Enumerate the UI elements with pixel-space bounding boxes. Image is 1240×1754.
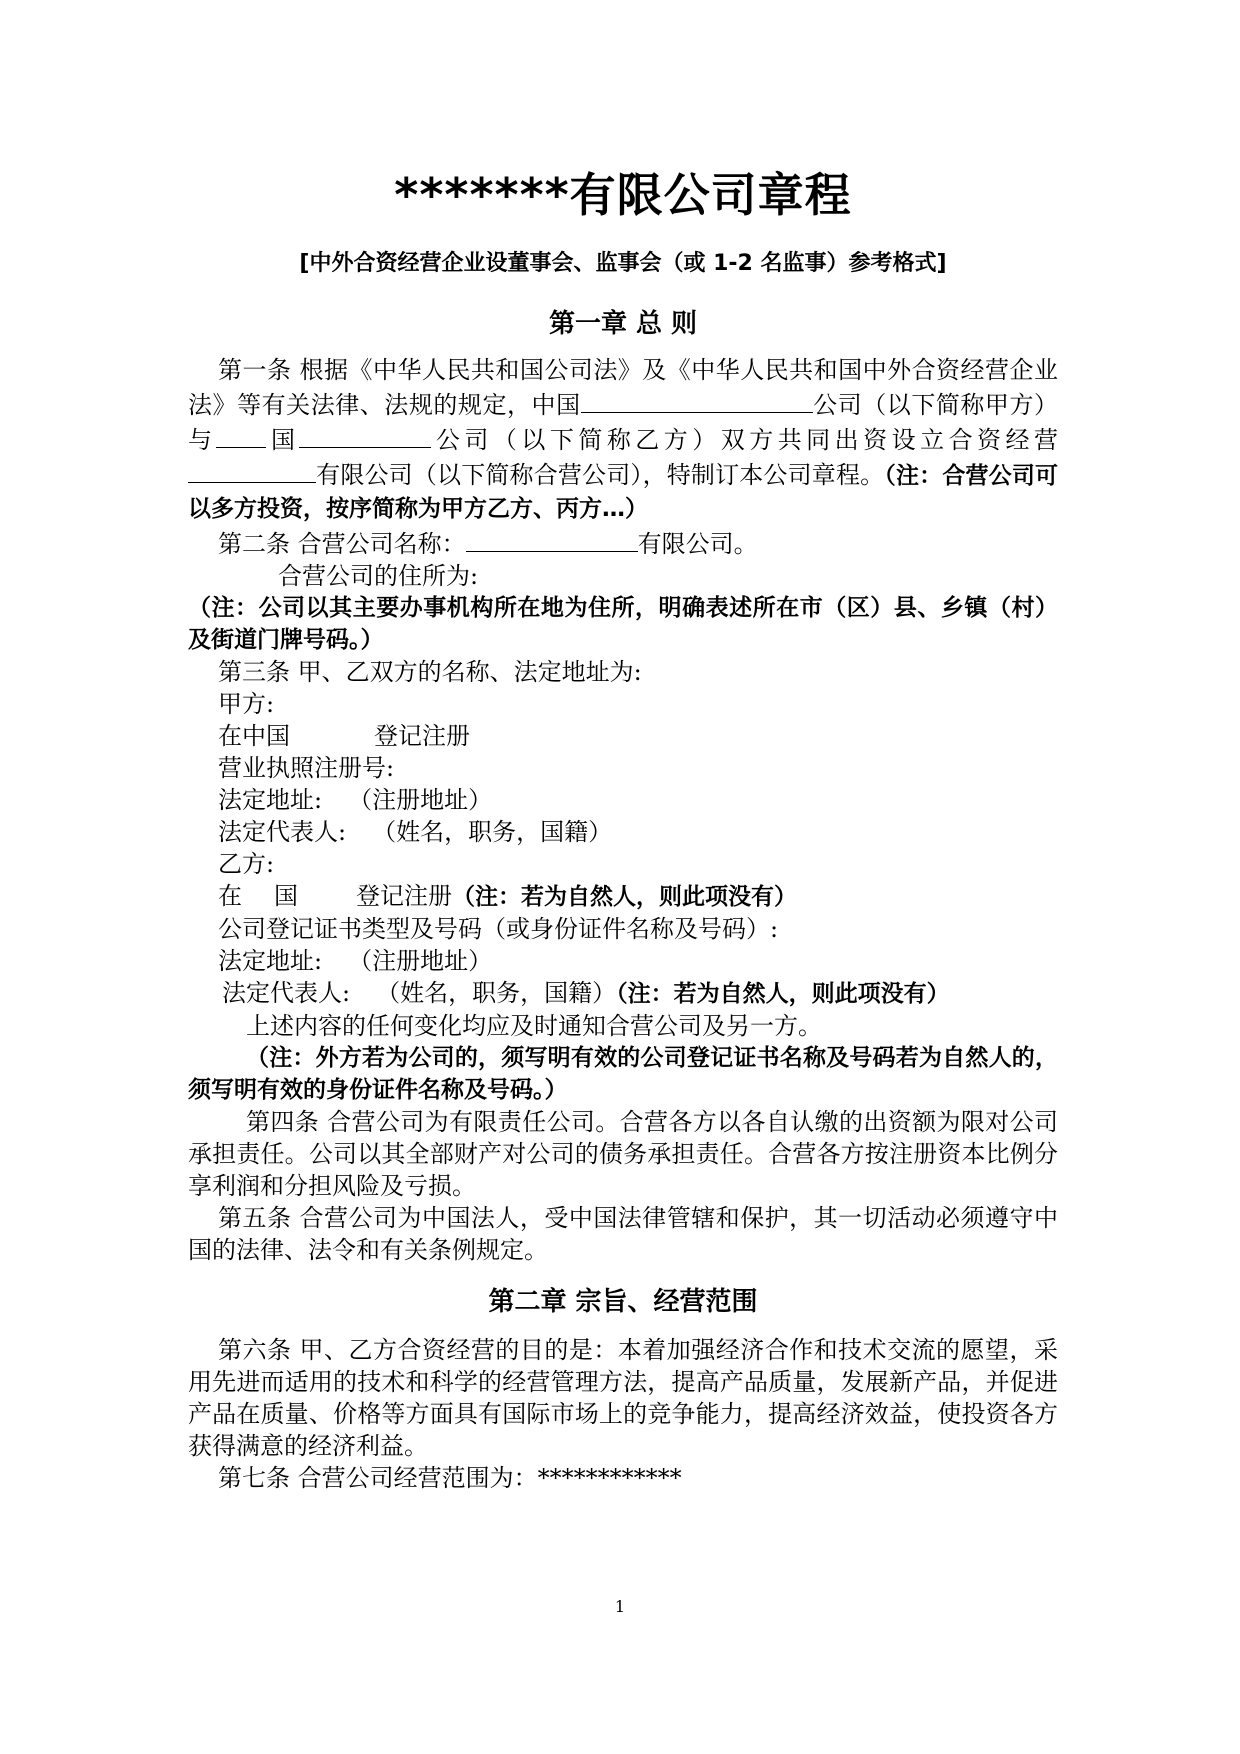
party-a-registration	[188, 720, 1058, 752]
party-a-label: 甲方:	[218, 690, 275, 718]
party-b-address-hint: （注册地址）	[348, 947, 493, 975]
article-1-text-4: 公司（以下简称乙方）双方共同出资设立合资经营	[431, 426, 1059, 454]
article-2-note: （注：公司以其主要办事机构所在地为住所，明确表述所在市（区）县、乡镇（村）及街道门牌号码。）	[188, 595, 1058, 653]
page-number: 1	[614, 1597, 626, 1616]
chapter-2-heading: 第二章 宗旨、经营范围	[488, 1287, 758, 1317]
party-b-representative	[188, 977, 1058, 1010]
party-b-address-label: 法定地址:	[218, 947, 323, 975]
document-body	[188, 160, 1058, 1494]
party-b-certificate: 公司登记证书类型及号码（或身份证件名称及号码）:	[218, 915, 779, 943]
article-2	[188, 525, 1058, 560]
blank-field-jv-name	[188, 456, 316, 483]
party-a-representative-hint: （姓名，职务，国籍）	[372, 818, 613, 846]
article-1-text-2: 公司（以下简称甲方）与	[188, 391, 1059, 454]
article-3-intro: 第三条 甲、乙双方的名称、法定地址为:	[218, 658, 642, 686]
blank-field-company-b	[299, 421, 431, 448]
article-4: 第四条 合营公司为有限责任公司。合营各方以各自认缴的出资额为限对公司承担责任。公司以其全部财产对公司的债务承担责任。合营各方按注册资本比例分享利润和分担风险及亏损。	[188, 1108, 1058, 1200]
party-b-representative-note: （注：若为自然人，则此项没有）	[616, 981, 950, 1007]
article-1-text-1: 第一条 根据《中华人民共和国公司法》及《中华人民共和国中外合资经营企业法》等有关法律、法规的规定，中国	[188, 356, 1058, 419]
article-2-address: 合营公司的住所为:	[278, 562, 479, 590]
party-b-representative-label: 法定代表人:	[222, 979, 351, 1007]
party-a-representative	[188, 816, 1058, 848]
article-3-note: （注：外方若为公司的，须写明有效的公司登记证书名称及号码若为自然人的，须写明有效的身份证件名称及号码。）	[188, 1045, 1058, 1103]
article-7: 第七条 合营公司经营范围为：************	[218, 1464, 682, 1492]
article-1	[188, 354, 1058, 525]
article-1-text-3: 国	[266, 426, 300, 454]
party-b-registration-text-1: 在	[218, 882, 242, 910]
party-a-registration-text-2: 登记注册	[374, 722, 470, 750]
article-1-note: （注：合营公司可以多方投资，按序简称为甲方乙方、丙方…）	[188, 463, 1058, 522]
chapter-1-heading: 第一章 总 则	[548, 309, 698, 339]
blank-field-company-a	[581, 386, 813, 413]
party-a-license: 营业执照注册号:	[218, 754, 395, 782]
party-b-representative-hint: （姓名，职务，国籍）	[376, 979, 617, 1007]
document-subtitle: [中外合资经营企业设董事会、监事会（或 1-2 名监事）参考格式]	[299, 251, 947, 276]
article-2-text-2: 有限公司。	[637, 530, 758, 558]
article-5: 第五条 合营公司为中国法人，受中国法律管辖和保护，其一切活动必须遵守中国的法律、法令和有关条例规定。	[188, 1204, 1058, 1264]
party-a-address-hint: （注册地址）	[348, 786, 493, 814]
article-1-text-5: 有限公司（以下简称合营公司），特制订本公司章程。	[316, 461, 885, 489]
blank-field-company-name	[466, 525, 638, 552]
blank-field-country-b	[216, 421, 266, 448]
party-b-registration-text-2: 国	[274, 882, 298, 910]
party-a-address	[188, 784, 1058, 816]
party-a-registration-text-1: 在中国	[218, 722, 290, 750]
party-a-representative-label: 法定代表人:	[218, 818, 347, 846]
party-b-registration-text-3: 登记注册	[356, 882, 452, 910]
document-title: *******有限公司章程	[394, 168, 852, 222]
article-3-change-notice: 上述内容的任何变化均应及时通知合营公司及另一方。	[246, 1012, 822, 1040]
party-b-registration-note: （注：若为自然人，则此项没有）	[452, 884, 797, 910]
article-2-text-1: 第二条 合营公司名称：	[218, 530, 466, 558]
party-b-label: 乙方:	[218, 850, 275, 878]
article-6: 第六条 甲、乙方合资经营的目的是：本着加强经济合作和技术交流的愿望，采用先进而适用的技术和科学的经营管理方法，提高产品质量，发展新产品，并促进产品在质量、价格等方面具有国际市场上的竞争能力，提高经济效益，使投资各方获得满意的经济利益。	[188, 1336, 1058, 1460]
party-b-address	[188, 945, 1058, 977]
party-b-registration	[188, 880, 1058, 913]
party-a-address-label: 法定地址:	[218, 786, 323, 814]
